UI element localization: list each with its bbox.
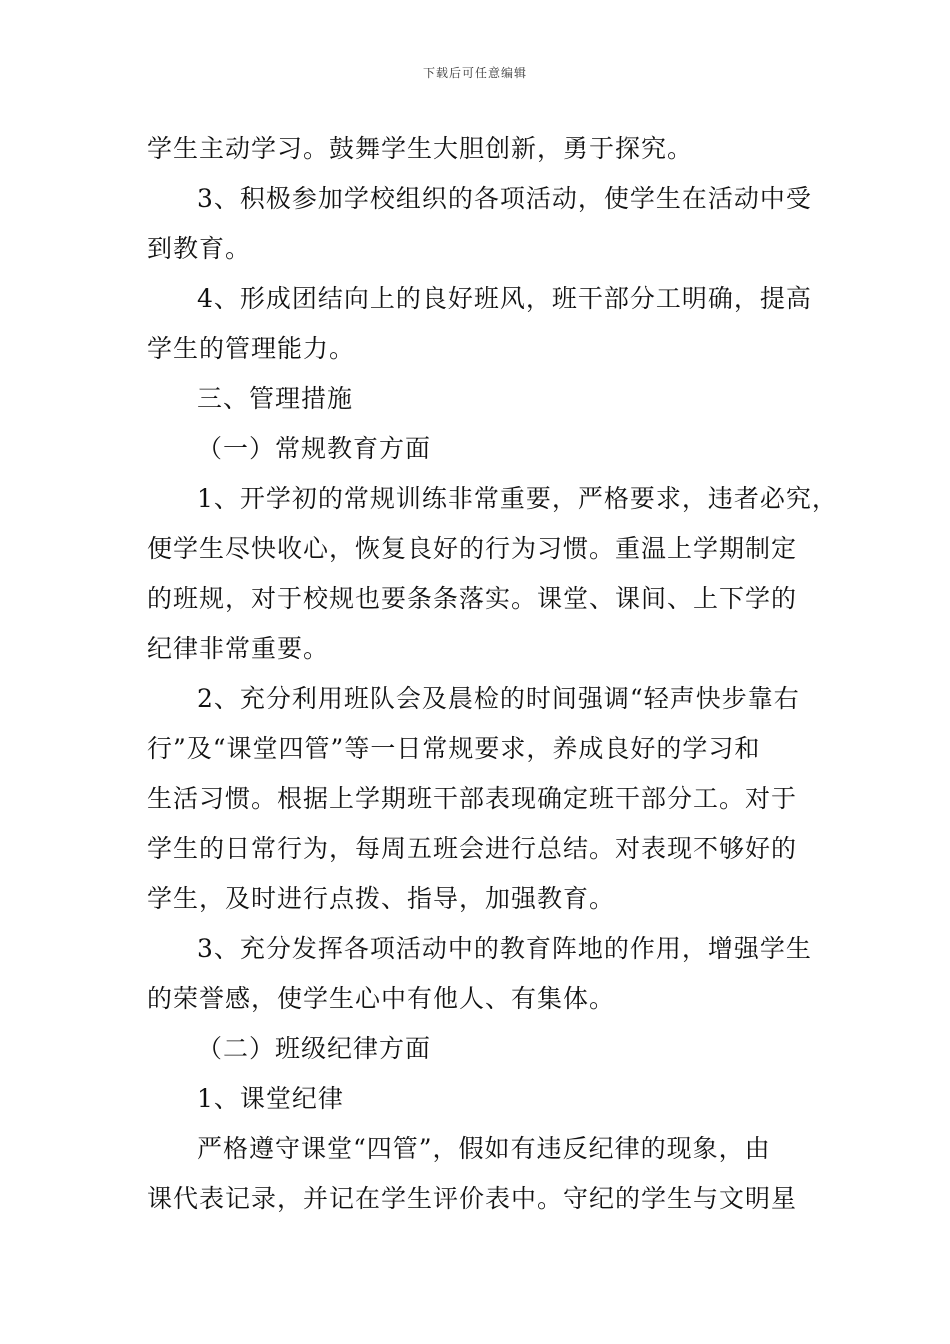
document-body xyxy=(147,124,838,1224)
section-heading: 三、管理措施 xyxy=(197,384,354,413)
text-line: 2、充分利用班队会及晨检的时间强调“轻声快步靠右 xyxy=(197,684,800,713)
text-line: 纪律非常重要。 xyxy=(147,634,330,663)
subsection-heading: （一）常规教育方面 xyxy=(197,434,432,463)
page-header-note: 下载后可任意编辑 xyxy=(422,66,527,80)
text-line: 到教育。 xyxy=(147,234,252,263)
text-line: 课代表记录，并记在学生评价表中。守纪的学生与文明星 xyxy=(147,1184,798,1213)
text-line: 学生，及时进行点拨、指导，加强教育。 xyxy=(147,884,616,913)
text-line: 4、形成团结向上的良好班风，班干部分工明确，提高 xyxy=(197,284,812,313)
subsection-heading: （二）班级纪律方面 xyxy=(197,1034,432,1063)
text-line: 生活习惯。根据上学期班干部表现确定班干部分工。对于 xyxy=(147,784,798,813)
text-line: 的荣誉感，使学生心中有他人、有集体。 xyxy=(147,984,616,1013)
text-line: 学生的日常行为，每周五班会进行总结。对表现不够好的 xyxy=(147,834,798,863)
text-line: 3、充分发挥各项活动中的教育阵地的作用，增强学生 xyxy=(197,934,812,963)
text-line: 的班规，对于校规也要条条落实。课堂、课间、上下学的 xyxy=(147,584,798,613)
text-line: 3、积极参加学校组织的各项活动，使学生在活动中受 xyxy=(197,184,812,213)
text-line: 便学生尽快收心，恢复良好的行为习惯。重温上学期制定 xyxy=(147,534,798,563)
text-line: 学生的管理能力。 xyxy=(147,334,356,363)
text-line: 行”及“课堂四管”等一日常规要求，养成良好的学习和 xyxy=(147,734,761,763)
text-line: 严格遵守课堂“四管”，假如有违反纪律的现象，由 xyxy=(197,1134,771,1163)
text-line: 学生主动学习。鼓舞学生大胆创新，勇于探究。 xyxy=(147,134,694,163)
item-heading: 1、课堂纪律 xyxy=(197,1084,344,1113)
text-line: 1、开学初的常规训练非常重要，严格要求，违者必究， xyxy=(197,484,838,513)
